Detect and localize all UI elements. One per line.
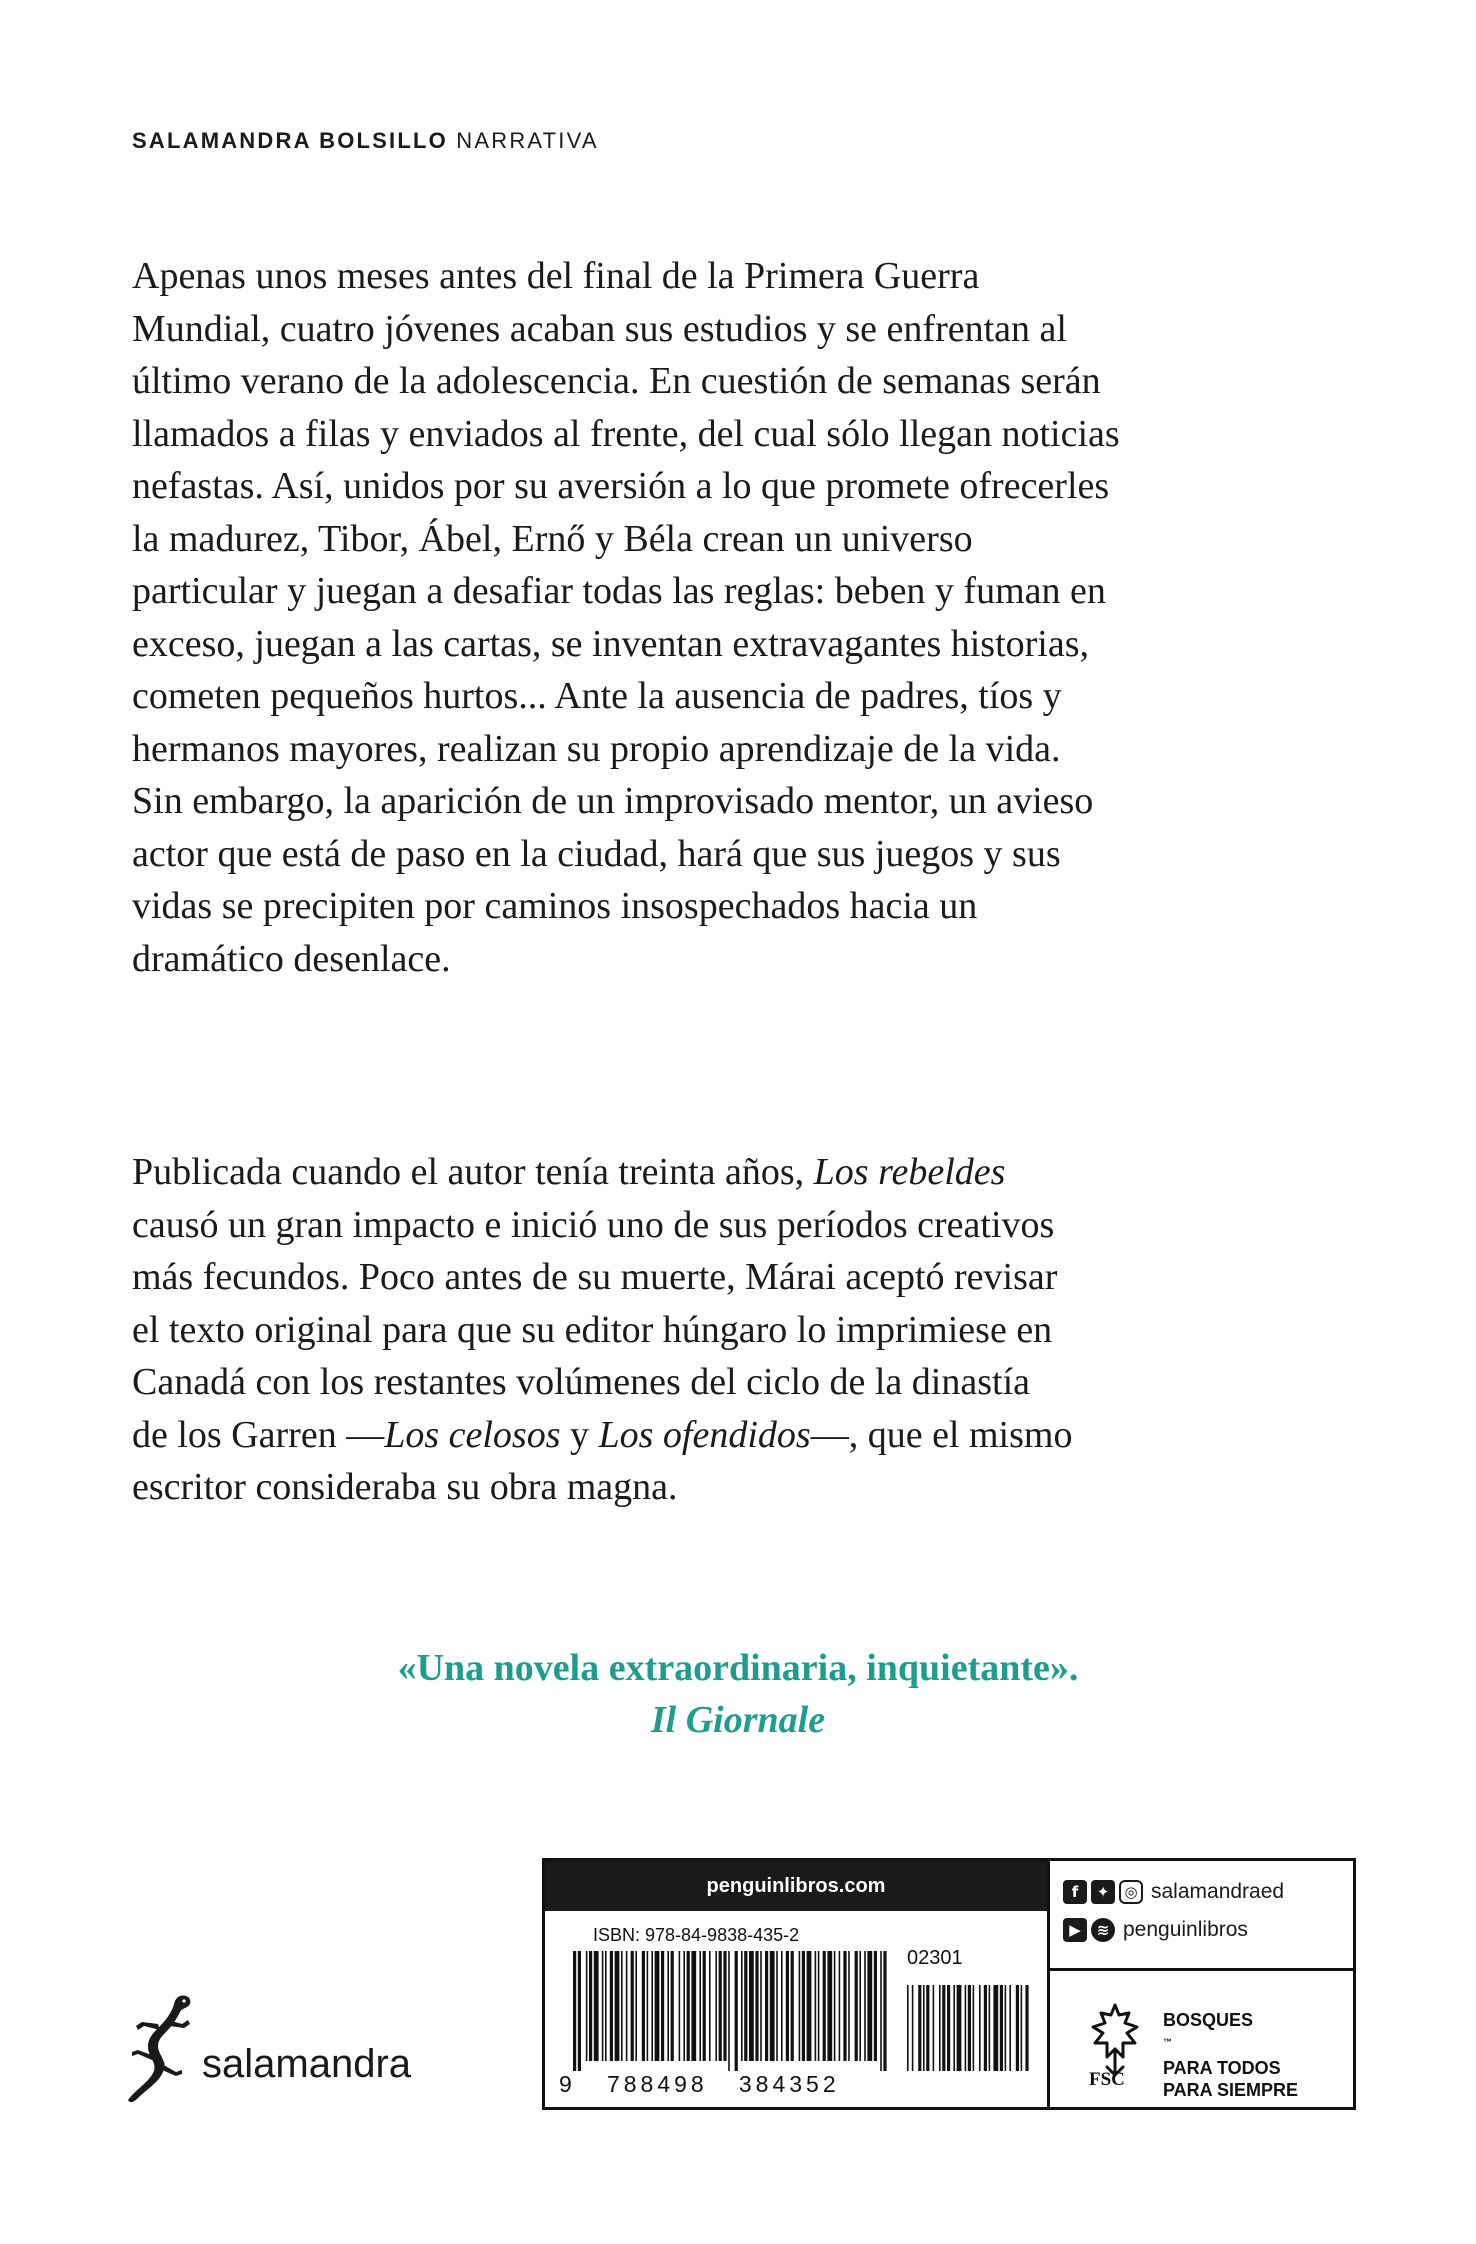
barcode-bar: [907, 1985, 909, 2071]
divider: [1050, 1968, 1356, 1971]
barcode-bar: [744, 1951, 747, 2061]
book-title: Los ofendidos: [598, 1413, 811, 1456]
barcode-bar: [864, 1951, 866, 2061]
barcode-bar: [786, 1951, 789, 2061]
barcode-bar: [723, 1951, 726, 2061]
social-row-penguinlibros: [1063, 1913, 1284, 1947]
barcode-bar: [1016, 1985, 1019, 2071]
barcode-bar: [699, 1951, 701, 2061]
barcode-bar: [912, 1985, 914, 2071]
barcode-bar: [848, 1951, 850, 2061]
barcode-bar: [1005, 1985, 1007, 2071]
barcode-bar: [735, 1951, 738, 2071]
text-line: dramático desenlace.: [132, 937, 451, 980]
barcode-bar: [661, 1951, 664, 2061]
barcode-bar: [594, 1951, 599, 2061]
synopsis-paragraph-1: [132, 250, 1362, 985]
trademark-mark: ™: [1163, 2037, 1172, 2047]
fsc-slogan-line: BOSQUES ™: [1163, 2010, 1254, 2047]
publisher-logo: [122, 1990, 442, 2110]
barcode-bar: [926, 1985, 929, 2071]
barcode-bar: [626, 1951, 628, 2061]
text-line: de los Garren —Los celosos y Los ofendidos—, que el mismo: [132, 1413, 1073, 1456]
barcode-bar: [973, 1985, 975, 2071]
social-links: [1063, 1875, 1284, 1951]
salamander-icon: [122, 1990, 198, 2110]
barcode-bar: [647, 1951, 649, 2061]
fsc-slogan-line: PARA TODOS: [1163, 2058, 1281, 2078]
barcode-bar: [709, 1951, 711, 2061]
isbn-label: ISBN: 978-84-9838-435-2: [593, 1925, 800, 1945]
review-quote: «Una novela extraordinaria, inquietante».: [397, 1647, 1079, 1689]
barcode-bar: [815, 1951, 817, 2061]
series-name: SALAMANDRA BOLSILLO: [132, 128, 448, 153]
barcode-bar: [631, 1951, 634, 2061]
barcode-bar: [827, 1951, 832, 2061]
barcode-bar: [843, 1951, 846, 2061]
divider: [1047, 1861, 1050, 2107]
youtube-icon[interactable]: ▶: [1063, 1918, 1087, 1942]
fsc-label: FSC: [1089, 2069, 1125, 2090]
review-source: Il Giornale: [650, 1699, 826, 1741]
barcode-bar: [679, 1951, 681, 2061]
barcode-bar: [655, 1951, 660, 2061]
barcode-bar: [741, 1951, 743, 2061]
barcode-bar: [947, 1985, 950, 2071]
barcode-bar: [642, 1951, 645, 2061]
text-line: exceso, juegan a las cartas, se inventan extravagantes historias,: [132, 622, 1090, 665]
barcode-bar: [749, 1951, 754, 2061]
barcode-panel: [542, 1858, 1356, 2110]
text-line: actor que está de paso en la ciudad, hará que sus juegos y sus: [132, 832, 1061, 875]
barcode-bar: [953, 1985, 955, 2071]
instagram-icon[interactable]: ◎: [1119, 1880, 1143, 1904]
social-handle[interactable]: penguinlibros: [1123, 1918, 1248, 1941]
barcode-bar: [589, 1951, 592, 2061]
barcode-bar: [874, 1951, 877, 2061]
text-line: Mundial, cuatro jóvenes acaban sus estudios y se enfrentan al: [132, 307, 1067, 350]
barcode-bar: [755, 1951, 758, 2061]
barcode-bar: [586, 1951, 588, 2061]
barcode-bar: [610, 1951, 613, 2061]
text-line: último verano de la adolescencia. En cuestión de semanas serán: [132, 360, 1101, 402]
text-line: vidas se precipiten por caminos insospechados hacia un: [132, 885, 978, 927]
barcode-bar: [691, 1951, 696, 2061]
social-row-salamandraed: [1063, 1875, 1284, 1909]
barcode-bar: [765, 1951, 768, 2061]
barcode-bar: [818, 1951, 820, 2061]
barcode-bar: [942, 1985, 945, 2071]
barcode-bar: [671, 1951, 674, 2061]
synopsis-paragraph-2: [132, 1146, 1362, 1514]
barcode-bar: [1000, 1985, 1003, 2071]
text-line: causó un gran impacto e inició uno de sus períodos creativos: [132, 1203, 1055, 1246]
barcode-bar: [993, 1985, 998, 2071]
barcode-bar: [855, 1951, 858, 2061]
barcode-bar: [989, 1985, 991, 2071]
barcode-bar: [667, 1951, 669, 2061]
barcode-bar: [715, 1951, 717, 2061]
barcode-bar: [883, 1951, 886, 2071]
text-line: nefastas. Así, unidos por su aversión a lo que promete ofrecerles: [132, 465, 1110, 507]
text-line: particular y juegan a desafiar todas las reglas: beben y fuman en: [132, 570, 1106, 612]
barcode-bar: [760, 1951, 762, 2061]
barcode-bar: [802, 1951, 805, 2061]
barcode-bar: [859, 1951, 861, 2061]
barcode-addon-number: 02301: [907, 1947, 963, 1969]
barcode-bar: [984, 1985, 987, 2071]
text-line: la madurez, Tibor, Ábel, Ernő y Béla crean un universo: [132, 517, 973, 560]
barcode-bar: [933, 1985, 935, 2071]
text-line: Canadá con los restantes volúmenes del ciclo de la dinastía: [132, 1361, 1030, 1403]
ean-digits: 9 788498 384352: [559, 2071, 840, 2097]
facebook-icon[interactable]: f: [1063, 1880, 1087, 1904]
barcode-bar: [979, 1985, 981, 2071]
twitter-icon[interactable]: ✦: [1091, 1880, 1115, 1904]
text-line: hermanos mayores, realizan su propio aprendizaje de la vida.: [132, 727, 1061, 770]
barcode-bar: [770, 1951, 775, 2061]
barcode-bar: [615, 1951, 620, 2061]
barcode-bar: [621, 1951, 623, 2061]
barcode-bar: [807, 1951, 812, 2061]
text-line: Sin embargo, la aparición de un improvisado mentor, un avieso: [132, 780, 1094, 822]
barcode-bar: [957, 1985, 962, 2071]
barcode-bar: [776, 1951, 778, 2061]
barcode-bar: [923, 1985, 925, 2071]
social-handle[interactable]: salamandraed: [1151, 1880, 1285, 1903]
barcode-bar: [939, 1985, 941, 2071]
barcode-bar: [834, 1951, 836, 2061]
barcode-bar: [703, 1951, 706, 2061]
barcode-bar: [799, 1951, 801, 2061]
text-line: escritor consideraba su obra magna.: [132, 1466, 678, 1508]
barcode-bar: [602, 1951, 604, 2061]
text-line: Apenas unos meses antes del final de la Primera Guerra: [132, 255, 980, 297]
fsc-slogan: [1163, 2009, 1298, 2101]
text-line: llamados a filas y enviados al frente, del cual sólo llegan noticias: [132, 412, 1120, 455]
barcode-bar: [880, 1951, 882, 2071]
barcode-bar: [965, 1985, 967, 2071]
barcode-bar: [1009, 1985, 1011, 2071]
barcode-bar: [839, 1951, 841, 2061]
barcode-bar: [968, 1985, 971, 2071]
barcode-bar: [781, 1951, 783, 2061]
barcode-bar: [687, 1951, 690, 2061]
barcode-bar: [791, 1951, 794, 2061]
book-title: Los rebeldes: [813, 1151, 1006, 1193]
barcode-bar: [1021, 1985, 1023, 2071]
publisher-website[interactable]: penguinlibros.com: [545, 1861, 1047, 1911]
spotify-icon[interactable]: ≋: [1091, 1918, 1115, 1942]
barcode-bar: [573, 1951, 576, 2071]
barcode-bar: [918, 1985, 921, 2071]
barcode-bar: [578, 1951, 581, 2071]
ean-barcode: [567, 1951, 1037, 2071]
text-line: el texto original para que su editor húngaro lo imprimiese en: [132, 1308, 1053, 1351]
book-title: Los celosos: [384, 1413, 561, 1456]
barcode-bar: [683, 1951, 685, 2061]
barcode-bar: [823, 1951, 826, 2061]
text-line: Publicada cuando el autor tenía treinta años, Los rebeldes: [132, 1151, 1006, 1193]
series-category: NARRATIVA: [456, 128, 599, 153]
barcode-bar: [635, 1951, 637, 2061]
text-line: más fecundos. Poco antes de su muerte, Márai aceptó revisar: [132, 1256, 1058, 1298]
barcode-bar: [1025, 1985, 1028, 2071]
series-header: [132, 128, 599, 154]
text-line: cometen pequeños hurtos... Ante la ausencia de padres, tíos y: [132, 675, 1062, 717]
publisher-name: salamandra: [202, 2042, 412, 2086]
barcode-bar: [605, 1951, 607, 2061]
barcode-bar: [651, 1951, 653, 2061]
fsc-slogan-line: PARA SIEMPRE: [1163, 2080, 1299, 2100]
barcode-bar: [719, 1951, 722, 2061]
barcode-bar: [728, 1951, 730, 2071]
barcode-bar: [867, 1951, 872, 2061]
